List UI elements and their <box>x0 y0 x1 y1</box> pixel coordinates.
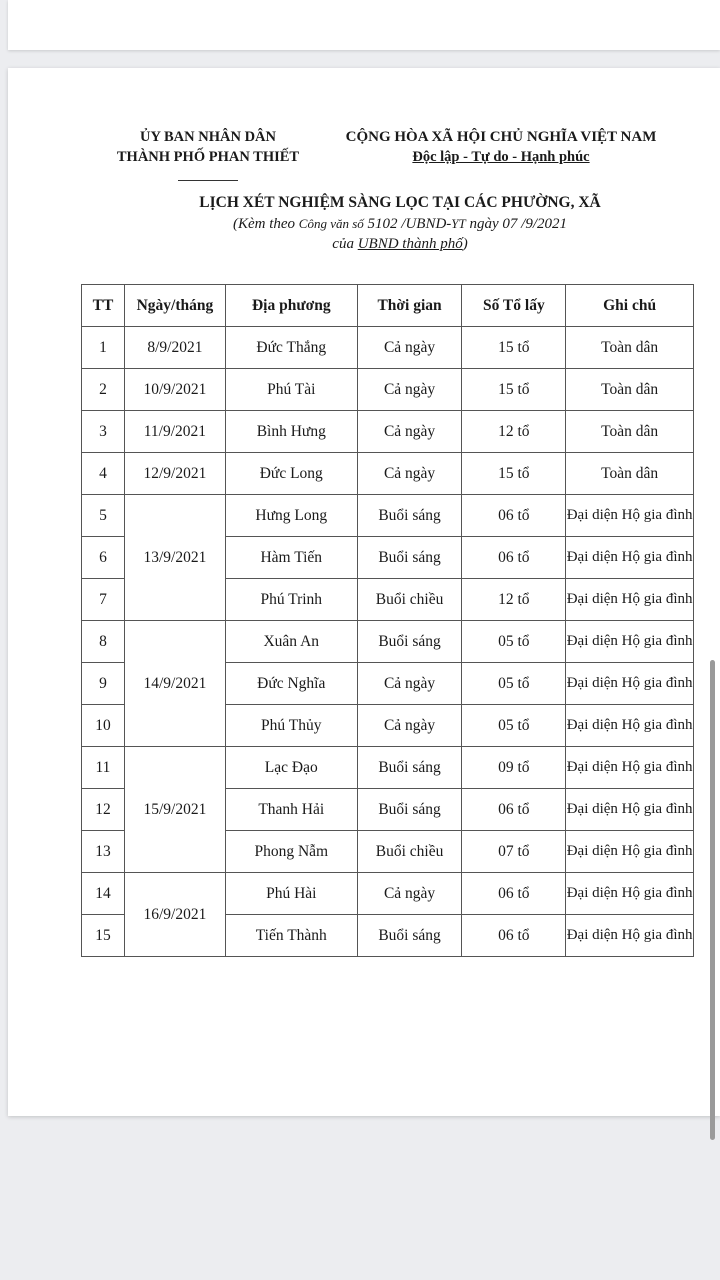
cell-note: Toàn dân <box>566 411 694 453</box>
document-title: LỊCH XÉT NGHIỆM SÀNG LỌC TẠI CÁC PHƯỜNG, XÃ <box>199 194 601 211</box>
cell-teams: 15 tổ <box>462 453 566 495</box>
header-tt: TT <box>82 285 125 327</box>
nation-motto: Độc lập - Tự do - Hạnh phúc <box>412 149 590 165</box>
cell-teams: 06 tổ <box>462 495 566 537</box>
cell-teams: 15 tổ <box>462 369 566 411</box>
cell-place: Đức Nghĩa <box>225 663 357 705</box>
cell-teams: 15 tổ <box>462 327 566 369</box>
table-row <box>82 411 694 453</box>
cell-tt: 9 <box>82 663 125 705</box>
cell-teams: 12 tổ <box>462 579 566 621</box>
table-row <box>82 327 694 369</box>
cell-time: Cả ngày <box>357 705 462 747</box>
cell-note: Đại diện Hộ gia đình <box>566 495 694 537</box>
cell-place: Phú Thủy <box>225 705 357 747</box>
cell-note: Toàn dân <box>566 327 694 369</box>
cell-teams: 05 tổ <box>462 621 566 663</box>
cell-time: Cả ngày <box>357 453 462 495</box>
nation-line-1: CỘNG HÒA XÃ HỘI CHỦ NGHĨA VIỆT NAM <box>345 129 657 145</box>
subtitle-part-1: (Kèm theo <box>232 216 296 232</box>
cell-tt: 4 <box>82 453 125 495</box>
cell-tt: 6 <box>82 537 125 579</box>
cell-note: Đại diện Hộ gia đình <box>566 663 694 705</box>
cell-time: Cả ngày <box>357 369 462 411</box>
cell-place: Thanh Hải <box>225 789 357 831</box>
cell-time: Buổi chiều <box>357 579 462 621</box>
cell-tt: 12 <box>82 789 125 831</box>
cell-date: 8/9/2021 <box>124 327 225 369</box>
cell-place: Phú Trinh <box>225 579 357 621</box>
cell-time: Buổi sáng <box>357 495 462 537</box>
cell-tt: 11 <box>82 747 125 789</box>
cell-note: Toàn dân <box>566 453 694 495</box>
cell-place: Hưng Long <box>225 495 357 537</box>
subtitle-line2-c: ) <box>462 236 468 252</box>
cell-time: Cả ngày <box>357 663 462 705</box>
cell-time: Buổi chiều <box>357 831 462 873</box>
cell-note: Đại diện Hộ gia đình <box>566 579 694 621</box>
subtitle-part-5: ngày 07 /9/2021 <box>469 216 568 232</box>
document-subtitle <box>80 214 720 254</box>
issuer-line-2: THÀNH PHỐ PHAN THIẾT <box>116 149 300 165</box>
cell-teams: 12 tổ <box>462 411 566 453</box>
scrollbar-thumb[interactable] <box>710 660 715 1140</box>
table-header-row <box>82 285 694 327</box>
header-time: Thời gian <box>357 285 462 327</box>
cell-teams: 05 tổ <box>462 663 566 705</box>
cell-place: Phong Nẫm <box>225 831 357 873</box>
nation-header <box>320 127 682 167</box>
cell-teams: 05 tổ <box>462 705 566 747</box>
cell-time: Buổi sáng <box>357 537 462 579</box>
cell-date: 16/9/2021 <box>124 873 225 957</box>
cell-time: Cả ngày <box>357 327 462 369</box>
cell-place: Đức Thắng <box>225 327 357 369</box>
cell-place: Phú Tài <box>225 369 357 411</box>
subtitle-line2-a: của <box>332 236 354 252</box>
cell-note: Đại diện Hộ gia đình <box>566 747 694 789</box>
cell-tt: 13 <box>82 831 125 873</box>
issuer-line-1: ỦY BAN NHÂN DÂN <box>139 129 276 145</box>
table-row <box>82 873 694 915</box>
cell-teams: 06 tổ <box>462 873 566 915</box>
cell-tt: 10 <box>82 705 125 747</box>
subtitle-part-4: YT <box>451 216 466 231</box>
cell-place: Xuân An <box>225 621 357 663</box>
cell-date: 14/9/2021 <box>124 621 225 747</box>
cell-tt: 5 <box>82 495 125 537</box>
cell-place: Lạc Đạo <box>225 747 357 789</box>
header-date: Ngày/tháng <box>124 285 225 327</box>
cell-date: 15/9/2021 <box>124 747 225 873</box>
cell-tt: 1 <box>82 327 125 369</box>
cell-time: Buổi sáng <box>357 621 462 663</box>
cell-note: Đại diện Hộ gia đình <box>566 705 694 747</box>
cell-place: Tiến Thành <box>225 915 357 957</box>
header-teams: Số Tổ lấy <box>462 285 566 327</box>
schedule-table <box>81 284 694 957</box>
previous-page <box>8 0 720 50</box>
issuer-underline <box>178 178 238 181</box>
cell-time: Buổi sáng <box>357 789 462 831</box>
cell-teams: 09 tổ <box>462 747 566 789</box>
table-row <box>82 453 694 495</box>
cell-tt: 14 <box>82 873 125 915</box>
cell-note: Đại diện Hộ gia đình <box>566 537 694 579</box>
cell-date: 11/9/2021 <box>124 411 225 453</box>
cell-place: Hàm Tiến <box>225 537 357 579</box>
issuer-header <box>108 127 308 187</box>
subtitle-line2-b: UBND thành phố <box>357 236 463 252</box>
subtitle-part-3: 5102 /UBND- <box>367 216 452 232</box>
cell-time: Buổi sáng <box>357 915 462 957</box>
cell-note: Toàn dân <box>566 369 694 411</box>
cell-date: 12/9/2021 <box>124 453 225 495</box>
cell-note: Đại diện Hộ gia đình <box>566 915 694 957</box>
table-row <box>82 747 694 789</box>
cell-tt: 2 <box>82 369 125 411</box>
cell-teams: 07 tổ <box>462 831 566 873</box>
cell-teams: 06 tổ <box>462 537 566 579</box>
cell-date: 10/9/2021 <box>124 369 225 411</box>
cell-tt: 15 <box>82 915 125 957</box>
cell-date: 13/9/2021 <box>124 495 225 621</box>
cell-tt: 8 <box>82 621 125 663</box>
table-row <box>82 495 694 537</box>
cell-time: Buổi sáng <box>357 747 462 789</box>
cell-teams: 06 tổ <box>462 915 566 957</box>
cell-tt: 3 <box>82 411 125 453</box>
table-row <box>82 369 694 411</box>
cell-time: Cả ngày <box>357 411 462 453</box>
subtitle-part-2: Công văn số <box>298 216 364 231</box>
cell-time: Cả ngày <box>357 873 462 915</box>
cell-note: Đại diện Hộ gia đình <box>566 789 694 831</box>
cell-place: Bình Hưng <box>225 411 357 453</box>
cell-note: Đại diện Hộ gia đình <box>566 621 694 663</box>
cell-place: Đức Long <box>225 453 357 495</box>
header-place: Địa phương <box>225 285 357 327</box>
cell-place: Phú Hài <box>225 873 357 915</box>
cell-teams: 06 tổ <box>462 789 566 831</box>
cell-tt: 7 <box>82 579 125 621</box>
cell-note: Đại diện Hộ gia đình <box>566 831 694 873</box>
table-row <box>82 621 694 663</box>
header-note: Ghi chú <box>566 285 694 327</box>
cell-note: Đại diện Hộ gia đình <box>566 873 694 915</box>
